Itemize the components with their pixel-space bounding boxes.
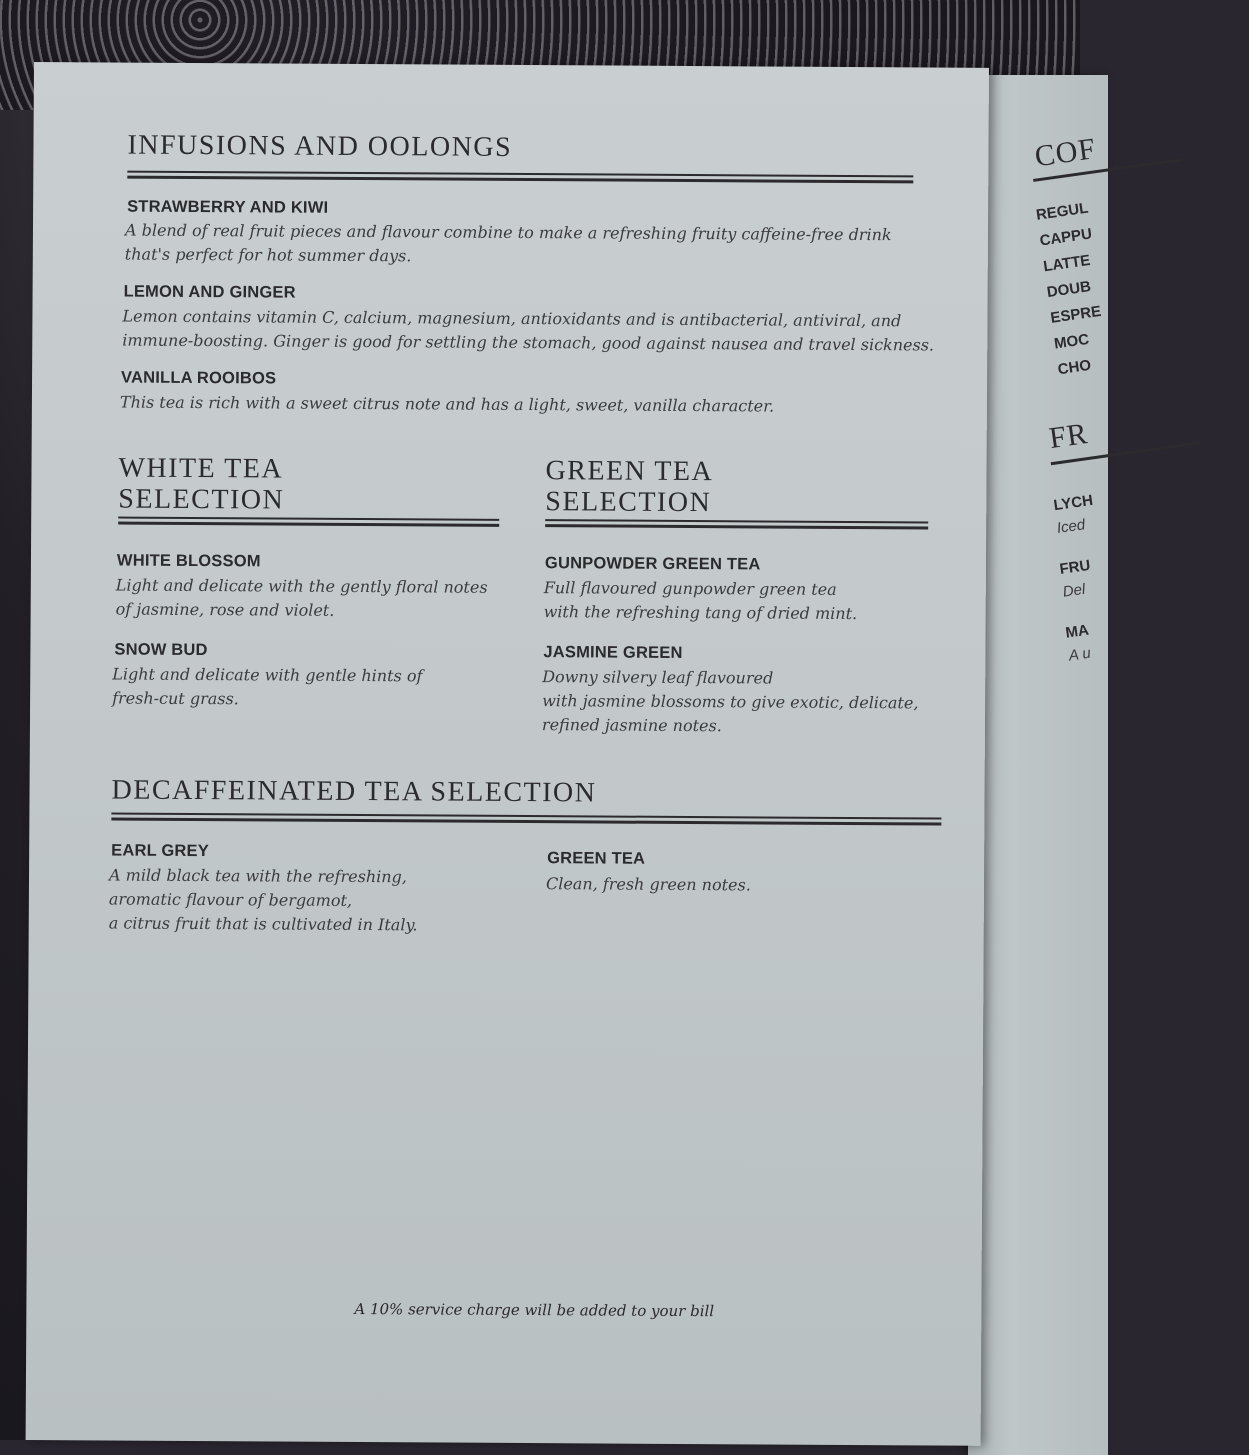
menu-page: [26, 62, 989, 1446]
coffee-item: ESPRE: [1049, 302, 1103, 327]
menu-item-desc: Lemon contains vitamin C, calcium, magnesium, antioxidants and is antibacterial, antiviral, and immune-boosting. Ginger is good for settling the stomach, good against nausea and travel sickness.: [122, 306, 935, 355]
menu-item-name: STRAWBERRY AND KIWI: [127, 197, 329, 217]
menu-item-desc: Full flavoured gunpowder green tea with the refreshing tang of dried mint.: [543, 578, 858, 624]
fresh-item-desc: Iced: [1055, 516, 1087, 537]
menu-item-desc: This tea is rich with a sweet citrus note and has a light, sweet, vanilla character.: [119, 392, 775, 416]
coffee-item: LATTE: [1042, 251, 1092, 276]
fresh-section-title: FR: [1047, 416, 1091, 456]
white-tea-section-title: WHITE TEA SELECTION: [118, 452, 285, 516]
decaf-rule: [111, 812, 941, 825]
menu-item-name: VANILLA ROOIBOS: [121, 368, 277, 388]
coffee-section-title: COF: [1032, 132, 1099, 174]
coffee-item: MOC: [1053, 330, 1091, 353]
menu-item-name: JASMINE GREEN: [543, 643, 683, 662]
coffee-item: CAPPU: [1038, 225, 1094, 250]
menu-item-desc: Light and delicate with the gently floral notes of jasmine, rose and violet.: [115, 575, 488, 620]
right-menu-page: [968, 75, 1108, 1455]
menu-item-desc: A mild black tea with the refreshing, aromatic flavour of bergamot, a citrus fruit that is cultivated in Italy.: [108, 865, 418, 935]
menu-item-name: EARL GREY: [111, 841, 210, 861]
decaf-section-title: DECAFFEINATED TEA SELECTION: [111, 774, 597, 809]
menu-item-desc: Downy silvery leaf flavoured with jasmine blossoms to give exotic, delicate, refined jasmine notes.: [541, 667, 919, 736]
green-tea-rule: [545, 519, 928, 529]
menu-item-name: GREEN TEA: [547, 849, 646, 868]
menu-item-name: SNOW BUD: [114, 640, 208, 660]
fresh-item-desc: Del: [1061, 580, 1087, 601]
fresh-item: LYCH: [1052, 491, 1095, 515]
menu-item-name: LEMON AND GINGER: [123, 282, 296, 302]
fresh-item-desc: A u: [1067, 644, 1092, 665]
menu-item-desc: A blend of real fruit pieces and flavour combine to make a refreshing fruity caffeine-free drink that's perfect for hot summer days.: [124, 220, 892, 266]
menu-item-desc: Light and delicate with gentle hints of fresh-cut grass.: [112, 664, 423, 709]
infusions-section-title: INFUSIONS AND OOLONGS: [127, 129, 513, 163]
green-tea-section-title: GREEN TEA SELECTION: [545, 455, 714, 519]
coffee-item: REGUL: [1035, 199, 1090, 224]
menu-item-name: GUNPOWDER GREEN TEA: [544, 554, 761, 574]
service-charge-note: A 10% service charge will be added to your bill: [354, 1299, 715, 1321]
menu-item-name: WHITE BLOSSOM: [116, 551, 261, 571]
coffee-item: DOUB: [1045, 278, 1092, 302]
white-tea-rule: [118, 517, 499, 527]
fresh-item: FRU: [1058, 556, 1092, 578]
infusions-rule: [127, 171, 913, 183]
coffee-item: CHO: [1056, 356, 1093, 379]
menu-item-desc: Clean, fresh green notes.: [545, 874, 751, 895]
fresh-item: MA: [1064, 621, 1090, 642]
